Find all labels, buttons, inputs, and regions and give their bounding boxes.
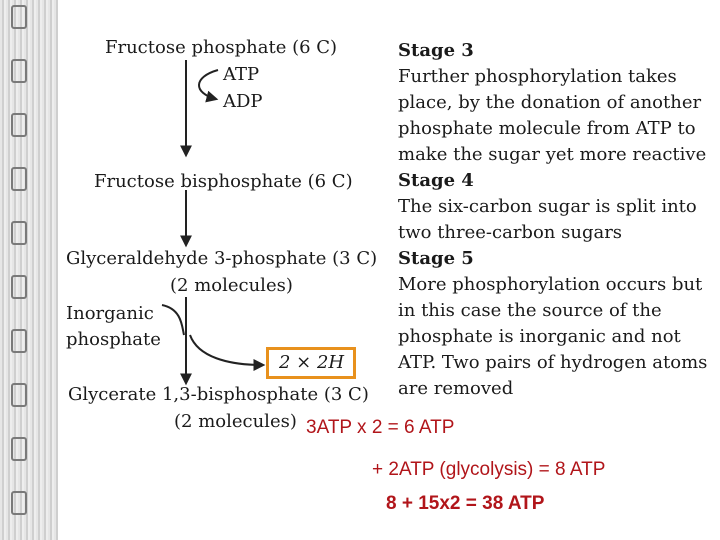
node-glyceraldehyde-count: (2 molecules)	[170, 275, 293, 296]
stage-5-text: More phosphorylation occurs but in this case the source of the phosphate is inorganic and not ATP. Two pairs of hydrogen atoms are removed	[398, 274, 708, 399]
inorganic-phosphate-curve	[162, 305, 184, 335]
node-fructose-bisphosphate: Fructose bisphosphate (6 C)	[94, 171, 353, 192]
node-hydrogen: 2 × 2H	[279, 352, 345, 373]
node-atp: ATP	[223, 64, 260, 85]
stage-3-text: Further phosphorylation takes place, by the donation of another phosphate molecule from ATP to make the sugar yet more reactive	[398, 66, 707, 165]
node-inorganic-line1: Inorganic	[66, 303, 154, 324]
annotation-atp-calc-2: + 2ATP (glycolysis) = 8 ATP	[372, 459, 606, 480]
stage-5-title: Stage 5	[398, 248, 474, 269]
stage-descriptions	[398, 38, 718, 402]
binder-rings	[8, 0, 48, 540]
annotation-atp-total: 8 + 15x2 = 38 ATP	[386, 493, 545, 514]
node-glyceraldehyde: Glyceraldehyde 3-phosphate (3 C)	[66, 248, 378, 269]
node-inorganic-line2: phosphate	[66, 329, 161, 350]
node-adp: ADP	[223, 91, 263, 112]
stage-4-text: The six-carbon sugar is split into two three-carbon sugars	[398, 196, 697, 243]
stage-3-title: Stage 3	[398, 40, 474, 61]
atp-to-adp-curve	[199, 70, 218, 99]
node-glycerate-count: (2 molecules)	[174, 411, 297, 432]
node-fructose-phosphate: Fructose phosphate (6 C)	[105, 37, 338, 58]
annotation-atp-calc-1: 3ATP x 2 = 6 ATP	[306, 417, 455, 438]
hydrogen-removal-curve	[190, 335, 263, 365]
node-glycerate: Glycerate 1,3-bisphosphate (3 C)	[68, 384, 369, 405]
stage-4-title: Stage 4	[398, 170, 474, 191]
glycolysis-diagram	[58, 35, 720, 435]
